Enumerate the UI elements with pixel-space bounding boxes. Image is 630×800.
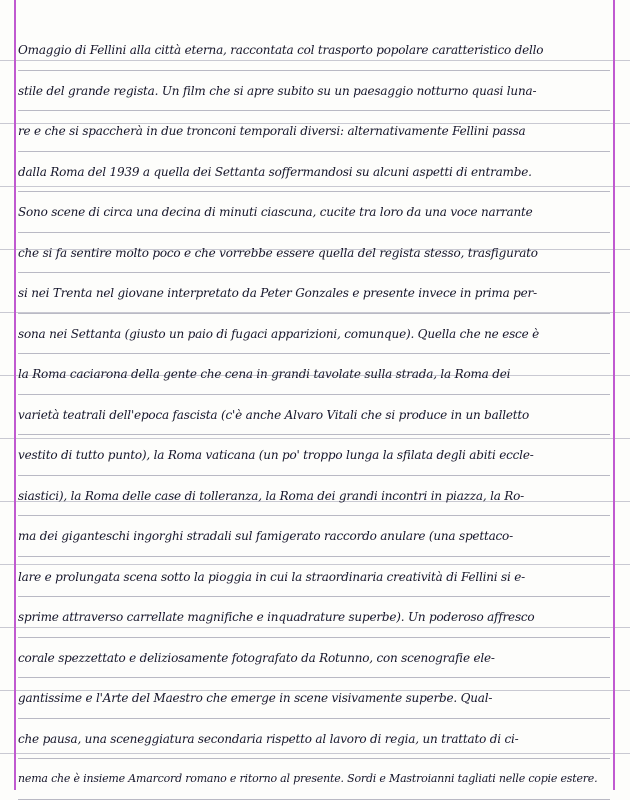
right-margin-line [613,0,615,790]
text-line: Omaggio di Fellini alla città eterna, raccontata col trasporto popolare caratteristico dello [18,30,610,71]
text-line: stile del grande regista. Un film che si apre subito su un paesaggio notturno quasi luna- [18,71,610,112]
text-line: varietà teatrali dell'epoca fascista (c'è anche Alvaro Vitali che si produce in un balletto [18,395,610,436]
text-line: re e che si spaccherà in due tronconi temporali diversi: alternativamente Fellini passa [18,111,610,152]
text-line: nema che è insieme Amarcord romano e ritorno al presente. Sordi e Mastroianni tagliati nelle copie estere. [18,759,610,800]
text-line: sona nei Settanta (giusto un paio di fugaci apparizioni, comunque). Quella che ne esce è [18,314,610,355]
text-line: dalla Roma del 1939 a quella dei Settanta soffermandosi su alcuni aspetti di entrambe. [18,152,610,193]
handwritten-text [18,30,610,800]
text-line: ma dei giganteschi ingorghi stradali sul famigerato raccordo anulare (una spettaco- [18,516,610,557]
text-line: gantissime e l'Arte del Maestro che emerge in scene visivamente superbe. Qual- [18,678,610,719]
text-line: vestito di tutto punto), la Roma vaticana (un po' troppo lunga la sfilata degli abiti eccle- [18,435,610,476]
left-margin-line [14,0,16,790]
text-line: si nei Trenta nel giovane interpretato da Peter Gonzales e presente invece in prima per- [18,273,610,314]
text-line: lare e prolungata scena sotto la pioggia in cui la straordinaria creatività di Fellini si e- [18,557,610,598]
text-line: che pausa, una sceneggiatura secondaria rispetto al lavoro di regia, un trattato di ci- [18,719,610,760]
text-line: sprime attraverso carrellate magnifiche e inquadrature superbe). Un poderoso affresco [18,597,610,638]
text-line: siastici), la Roma delle case di tolleranza, la Roma dei grandi incontri in piazza, la Ro- [18,476,610,517]
text-line: Sono scene di circa una decina di minuti ciascuna, cucite tra loro da una voce narrante [18,192,610,233]
text-line: che si fa sentire molto poco e che vorrebbe essere quella del regista stesso, trasfigurato [18,233,610,274]
text-line: corale spezzettato e deliziosamente fotografato da Rotunno, con scenografie ele- [18,638,610,679]
text-line: la Roma caciarona della gente che cena in grandi tavolate sulla strada, la Roma dei [18,354,610,395]
